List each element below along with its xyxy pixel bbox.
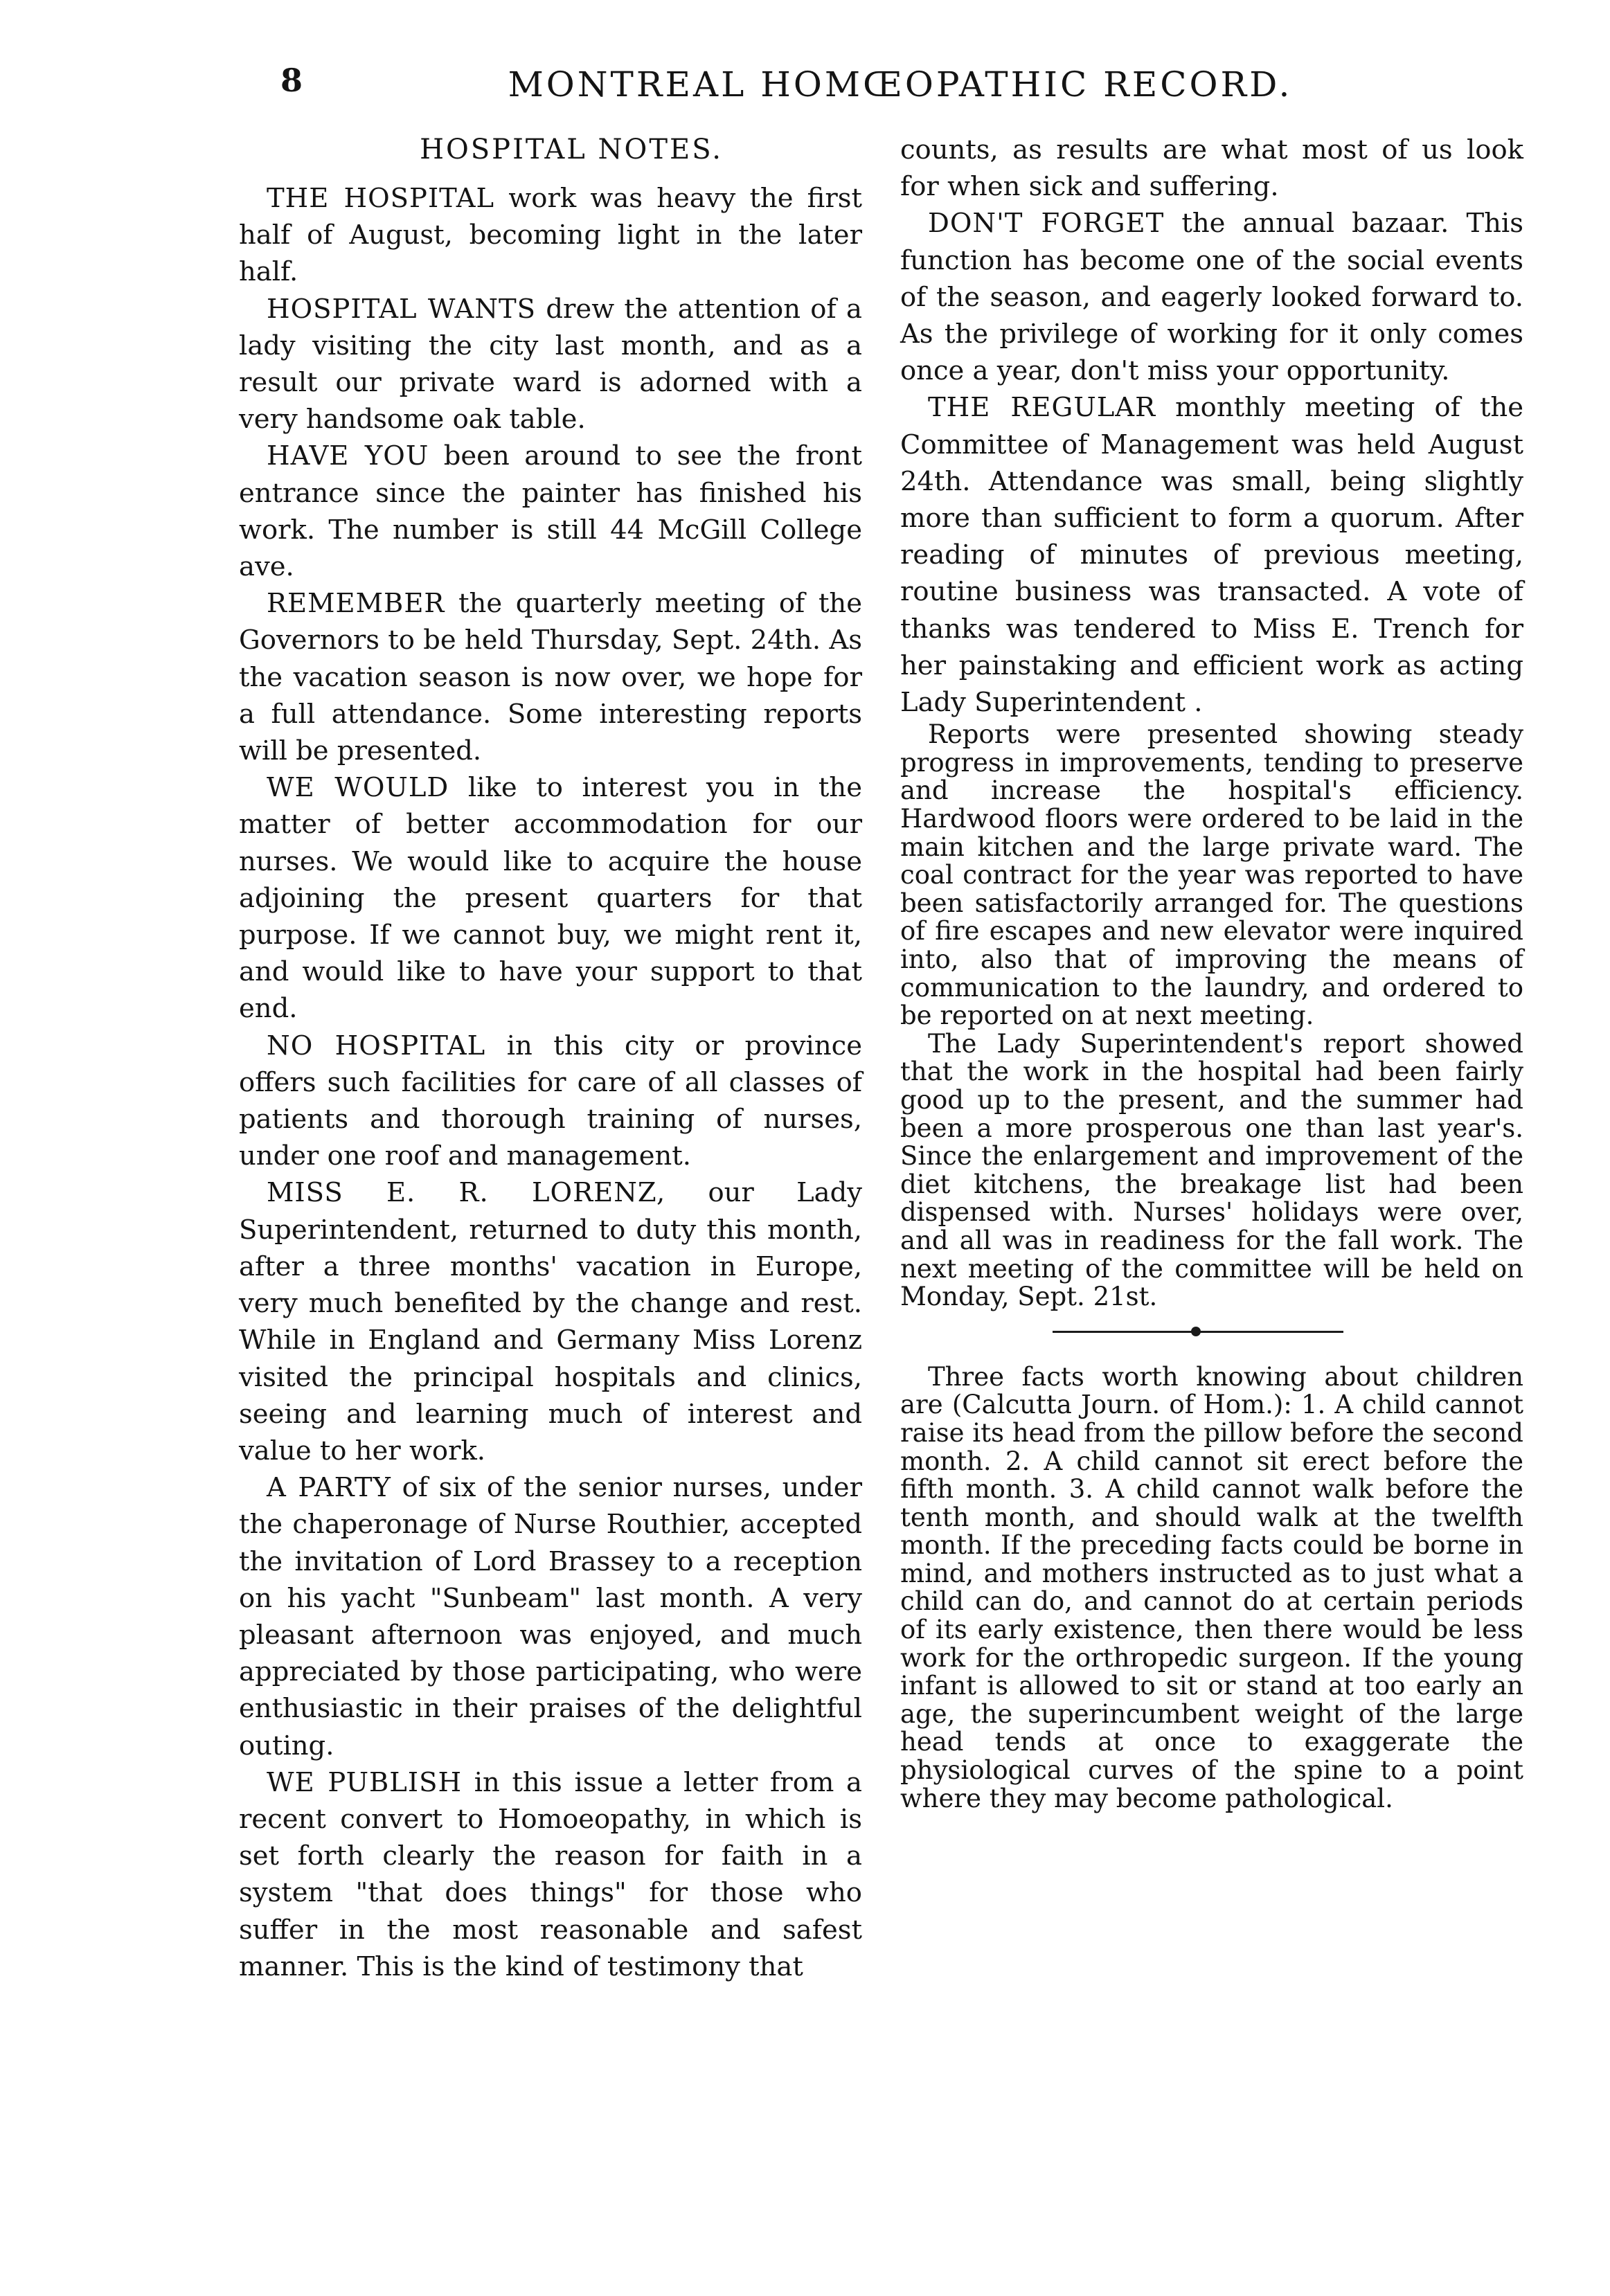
- paragraph-no-hospital: [239, 1028, 862, 1175]
- paragraph-lead: MISS E. R. LORENZ,: [267, 1177, 666, 1209]
- paragraph-lead: HAVE YOU: [267, 440, 429, 472]
- left-column: [239, 132, 862, 1985]
- paragraph-superintendent-report: The Lady Superintendent's report showed that the work in the hospital had been fairly good up to the present, and the summer had been a more prosperous one than last year's. Since the enlargement and improvement of the diet kitchens, the breakage list had been dispensed with. Nurses' holidays were over, and all was in readiness for the fall work. The next meeting of the committee will be held on Monday, Sept. 21st.: [900, 1028, 1523, 1312]
- paragraph-text: our Lady Superintendent, returned to duty this month, after a three months' vacation in Europe, very much benefited by the change and rest. While in England and Germany Miss Lorenz visited the principal hospitals and clinics, seeing and learning much of interest and value to her work.: [239, 1177, 862, 1467]
- paragraph-nurses-accommodation: [239, 769, 862, 1027]
- paragraph-text: work was heavy the first half of August, becoming light in the later half.: [239, 183, 862, 288]
- paragraph-lead: DON'T FORGET: [928, 208, 1165, 240]
- paragraph-text: the annual bazaar. This function has become one of the social events of the season, and eagerly looked forward to. As the privilege of working for it only comes once a year, don't miss your opportunity.: [900, 208, 1523, 387]
- paragraph-text: in this issue a letter from a recent convert to Homoeopathy, in which is set forth clearly the reason for faith in a system "that does things" for those who suffer in the most reasonable and safest manner. This is the kind of testimony that: [239, 1766, 862, 1982]
- paragraph-lead: NO HOSPITAL: [267, 1030, 486, 1061]
- section-divider: [1053, 1331, 1343, 1333]
- paragraph-text: like to interest you in the matter of better accommodation for our nurses. We would like to acquire the house adjoining the present quarters for that purpose. If we cannot buy, we might rent it, and would like to have your support to that end.: [239, 772, 862, 1025]
- paragraph-text: monthly meeting of the Committee of Management was held August 24th. Attendance was small, being slightly more than sufficient to form a quorum. After reading of minutes of previous meeting, routine business was transacted. A vote of thanks was tendered to Miss E. Trench for her painstaking and efficient work as acting Lady Superintendent .: [900, 392, 1524, 719]
- paragraph-lead: REMEMBER: [267, 588, 445, 620]
- paragraph-lead: THE HOSPITAL: [267, 183, 495, 214]
- running-title: MONTREAL HOMŒOPATHIC RECORD.: [508, 64, 1293, 105]
- paragraph-text: of six of the senior nurses, under the chaperonage of Nurse Routhier, accepted the invitation of Lord Brassey to a reception on his yacht "Sunbeam" last month. A very pleasant afternoon was enjoyed, and much appreciated by those participating, who were enthusiastic in their praises of the delightful outing.: [239, 1472, 862, 1761]
- dense-block: [900, 721, 1523, 1311]
- paragraph-children-facts: Three facts worth knowing about children are (Calcutta Journ. of Hom.): 1. A child cannot raise its head from the pillow before the second month. 2. A child cannot sit erect before the fifth month. 3. A child cannot walk before the tenth month, and should walk at the twelfth month. If the preceding facts could be borne in mind, and mothers instructed as to just what a child can do, and cannot do at certain periods of its early existence, then there would be less work for the orthropedic surgeon. If the young infant is allowed to sit or stand at too early an age, the superincumbent weight of the large head tends at once to exaggerate the physiological curves of the spine to a point where they may become pathological.: [900, 1361, 1523, 1813]
- paragraph-lead: THE REGULAR: [928, 392, 1156, 424]
- paragraph-miss-lorenz: [239, 1174, 862, 1469]
- paragraph-text: in this city or province offers such facilities for care of all classes of patients and thorough training of nurses, under one roof and management.: [239, 1030, 862, 1172]
- paragraph-reports: Reports were presented showing steady progress in improvements, tending to preserve and increase the hospital's efficiency. Hardwood floors were ordered to be laid in the main kitchen and the large private ward. The coal contract for the year was reported to have been satisfactorily arranged for. The questions of fire escapes and new elevator were inquired into, also that of improving the means of communication to the laundry, and ordered to be reported on at next meeting.: [900, 719, 1523, 1031]
- paragraph-yacht-party: [239, 1469, 862, 1764]
- paragraph-hospital-wants: [239, 291, 862, 438]
- paragraph-quarterly-meeting: [239, 585, 862, 769]
- dense-block-children: [900, 1363, 1523, 1813]
- paragraph-lead: WE WOULD: [267, 772, 449, 804]
- paragraph-text: counts, as results are what most of us look for when sick and suffering.: [900, 134, 1523, 203]
- paragraph-text: the quarterly meeting of the Governors to be held Thursday, Sept. 24th. As the vacation season is now over, we hope for a full attendance. Some interesting reports will be presented.: [239, 588, 862, 767]
- right-column: [900, 132, 1523, 1813]
- paragraph-front-entrance: [239, 438, 862, 585]
- paragraph-committee-meeting: [900, 389, 1523, 721]
- section-title: HOSPITAL NOTES.: [420, 134, 723, 165]
- paragraph-bazaar: [900, 205, 1523, 389]
- paragraph-hospital-work: [239, 180, 862, 291]
- paragraph-lead: A PARTY: [267, 1472, 391, 1504]
- page-number: 8: [280, 62, 303, 99]
- paragraph-continuation: [900, 132, 1523, 205]
- paragraph-text: been around to see the front entrance since the painter has finished his work. The number is still 44 McGill College ave.: [239, 440, 862, 583]
- paragraph-text: drew the attention of a lady visiting the city last month, and as a result our private ward is adorned with a very handsome oak table.: [239, 293, 862, 436]
- paragraph-lead: HOSPITAL WANTS: [267, 293, 537, 325]
- paragraph-lead: WE PUBLISH: [267, 1766, 463, 1798]
- divider-ornament: [1191, 1327, 1201, 1336]
- paragraph-we-publish: [239, 1764, 862, 1985]
